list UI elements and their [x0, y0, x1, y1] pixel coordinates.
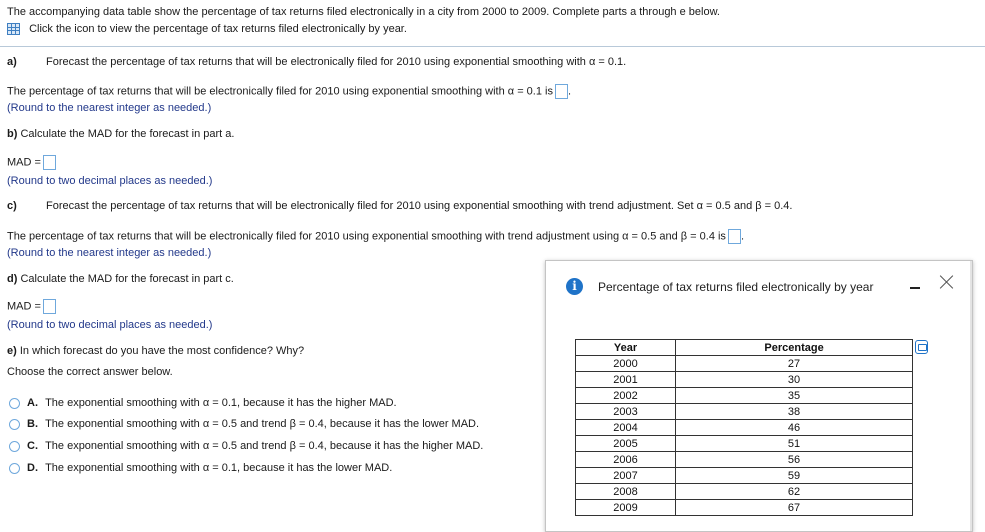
part-e-question-line	[7, 345, 304, 357]
option-b-text: The exponential smoothing with α = 0.5 and trend β = 0.4, because it has the lower MAD.	[45, 418, 480, 430]
year-cell: 2001	[576, 372, 676, 388]
option-b[interactable]	[27, 418, 479, 430]
percentage-cell: 38	[676, 404, 913, 420]
part-c-label: c)	[7, 200, 17, 212]
part-d-hint: (Round to two decimal places as needed.)	[7, 319, 213, 331]
data-table-link[interactable]	[7, 23, 407, 35]
intro-text: The accompanying data table show the percentage of tax returns filed electronically in a city from 2000 to 2009. Complete parts a through e below.	[7, 6, 720, 18]
part-e-question: In which forecast do you have the most confidence? Why?	[19, 345, 305, 357]
close-icon[interactable]	[936, 272, 958, 294]
table-row	[576, 436, 913, 452]
option-c-text: The exponential smoothing with α = 0.5 and trend β = 0.4, because it has the higher MAD.	[45, 440, 484, 452]
year-cell: 2009	[576, 500, 676, 516]
part-a-label: a)	[7, 56, 17, 68]
year-cell: 2003	[576, 404, 676, 420]
percentage-cell: 62	[676, 484, 913, 500]
data-table	[575, 339, 913, 516]
copy-icon[interactable]	[915, 340, 928, 354]
year-cell: 2006	[576, 452, 676, 468]
part-b-question-line	[7, 128, 234, 140]
info-icon: i	[566, 278, 583, 295]
table-row	[576, 388, 913, 404]
table-row	[576, 484, 913, 500]
part-a-question: Forecast the percentage of tax returns that will be electronically filed for 2010 using exponential smoothing with α = 0.1.	[46, 56, 627, 68]
popup-title: Percentage of tax returns filed electronically by year	[598, 280, 874, 294]
percentage-cell: 27	[676, 356, 913, 372]
option-b-letter: B.	[27, 418, 38, 430]
part-a-answer-line: The percentage of tax returns that will be electronically filed for 2010 using exponential smoothing with α = 0.1 is .	[7, 85, 572, 98]
part-d-answer-prefix: MAD =	[7, 300, 41, 313]
part-c-question: Forecast the percentage of tax returns that will be electronically filed for 2010 using exponential smoothing with trend adjustment. Set α = 0.5 and β = 0.4.	[46, 200, 793, 212]
option-d-radio[interactable]	[9, 463, 20, 474]
year-cell: 2008	[576, 484, 676, 500]
option-a-radio[interactable]	[9, 398, 20, 409]
percentage-cell: 56	[676, 452, 913, 468]
part-d-mad-input[interactable]	[43, 299, 56, 314]
part-b-hint: (Round to two decimal places as needed.)	[7, 175, 213, 187]
year-cell: 2002	[576, 388, 676, 404]
column-header-year: Year	[576, 340, 676, 356]
year-cell: 2007	[576, 468, 676, 484]
part-c-hint: (Round to the nearest integer as needed.)	[7, 247, 212, 259]
table-row	[576, 468, 913, 484]
table-row	[576, 452, 913, 468]
option-c-radio[interactable]	[9, 441, 20, 452]
part-c-answer-input[interactable]	[728, 229, 741, 244]
table-row	[576, 372, 913, 388]
part-a-answer-prefix: The percentage of tax returns that will be electronically filed for 2010 using exponential smoothing with α = 0.1 is	[7, 85, 553, 98]
part-b-question: Calculate the MAD for the forecast in part a.	[20, 128, 235, 140]
part-b-answer-prefix: MAD =	[7, 156, 41, 169]
year-cell: 2005	[576, 436, 676, 452]
percentage-cell: 67	[676, 500, 913, 516]
part-d-label: d)	[7, 273, 18, 285]
table-header-row	[576, 340, 913, 356]
part-c-answer-line: The percentage of tax returns that will be electronically filed for 2010 using exponential smoothing with trend adjustment using α = 0.5 and β = 0.4 is .	[7, 230, 744, 243]
part-c-answer-prefix: The percentage of tax returns that will be electronically filed for 2010 using exponential smoothing with trend adjustment using α = 0.5 and β = 0.4 is	[7, 230, 726, 243]
scrollbar[interactable]	[970, 261, 972, 531]
table-row	[576, 500, 913, 516]
data-popup-window[interactable]	[545, 260, 973, 532]
option-c-letter: C.	[27, 440, 38, 452]
part-b-mad-input[interactable]	[43, 155, 56, 170]
table-row	[576, 356, 913, 372]
part-b-answer-line	[7, 155, 56, 170]
column-header-percentage: Percentage	[676, 340, 913, 356]
year-cell: 2000	[576, 356, 676, 372]
part-a-hint: (Round to the nearest integer as needed.)	[7, 102, 212, 114]
data-table-icon[interactable]	[7, 23, 20, 35]
data-table-link-label[interactable]: Click the icon to view the percentage of tax returns filed electronically by year.	[29, 23, 407, 35]
divider	[0, 46, 985, 47]
option-b-radio[interactable]	[9, 419, 20, 430]
percentage-cell: 35	[676, 388, 913, 404]
table-row	[576, 420, 913, 436]
option-c[interactable]	[27, 440, 483, 452]
option-d-text: The exponential smoothing with α = 0.1, because it has the lower MAD.	[45, 462, 393, 474]
option-d[interactable]	[27, 462, 392, 474]
part-d-question-line	[7, 273, 234, 285]
percentage-cell: 30	[676, 372, 913, 388]
percentage-cell: 59	[676, 468, 913, 484]
part-d-question: Calculate the MAD for the forecast in part c.	[20, 273, 234, 285]
part-d-answer-line	[7, 299, 56, 314]
percentage-cell: 51	[676, 436, 913, 452]
part-b-label: b)	[7, 128, 18, 140]
year-cell: 2004	[576, 420, 676, 436]
option-d-letter: D.	[27, 462, 38, 474]
table-row	[576, 404, 913, 420]
part-a-answer-input[interactable]	[555, 84, 568, 99]
part-e-label: e)	[7, 345, 17, 357]
option-a-text: The exponential smoothing with α = 0.1, because it has the higher MAD.	[45, 397, 397, 409]
option-a[interactable]	[27, 397, 397, 409]
minimize-icon[interactable]	[910, 287, 920, 289]
part-e-instruction: Choose the correct answer below.	[7, 366, 173, 378]
percentage-cell: 46	[676, 420, 913, 436]
option-a-letter: A.	[27, 397, 38, 409]
